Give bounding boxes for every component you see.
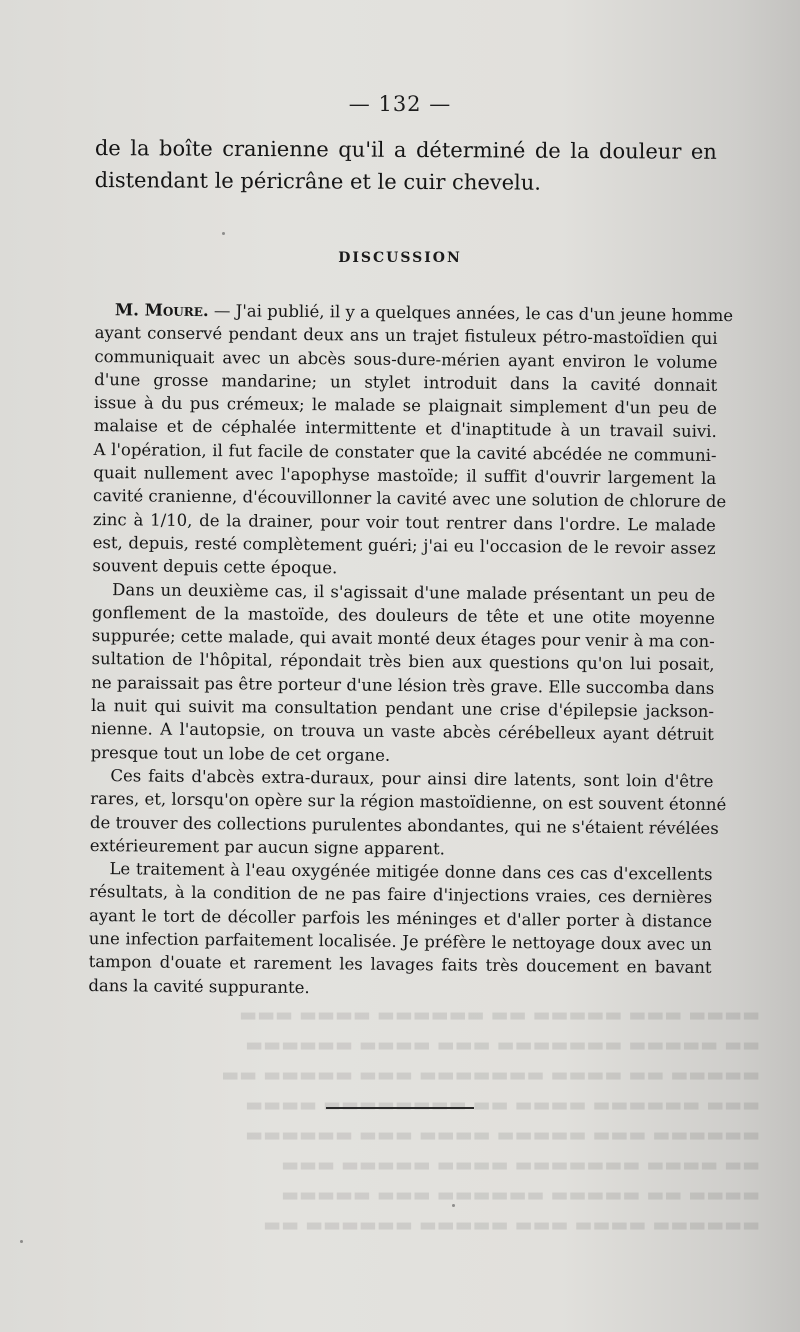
show-through-texture: ▬▬▬▬ ▬▬▬ ▬▬▬▬▬ ▬▬ ▬▬▬▬▬▬ ▬▬▬▬ ▬▬▬ ▬▬ ▬▬▬▬▬ ▬▬▬▬▬▬▬ ▬▬▬ ▬▬▬▬ ▬▬▬▬▬▬ ▬▬▬▬▬ ▬▬ ▬▬▬▬ ▬▬▬▬▬▬▬ ▬▬▬ ▬▬▬▬▬ ▬▬ ▬▬▬ ▬▬▬▬▬▬ ▬▬▬▬ ▬▬ ▬▬▬▬▬▬▬▬ ▬▬▬▬ ▬▬▬▬▬▬ ▬▬▬ ▬▬▬▬▬ ▬▬▬▬ ▬▬▬ ▬▬▬▬▬▬ ▬▬ ▬▬▬▬ ▬▬▬▬▬▬▬ ▬▬▬▬ ▬▬▬▬▬ ▬▬▬ ▬▬▬▬ ▬▬ ▬▬▬▬▬ ▬▬▬▬▬▬ ▬▬▬ ▬▬▬▬▬ ▬▬▬▬▬▬ ▬▬▬▬ ▬▬▬ ▬▬▬▬▬ ▬▬▬▬▬▬ ▬▬ xyxy=(221,1004,760,1236)
paragraph-line: est, depuis, resté complètement guéri; j'ai eu l'occasion de le revoir assez xyxy=(92,532,716,558)
paragraph-line: la nuit qui suivit ma consultation pendant une crise d'épilepsie jackson- xyxy=(90,696,715,722)
paragraph-line: nienne. A l'autopsie, on trouva un vaste abcès cérébelleux ayant détruit xyxy=(90,719,714,745)
page-number: — 132 — xyxy=(348,92,452,116)
paragraph xyxy=(91,578,716,770)
paragraph-line: zinc à 1/10, de la drainer, pour voir tout rentrer dans l'ordre. Le malade xyxy=(92,509,716,535)
paragraph-line: quait nullement avec l'apophyse mastoïde; il suffit d'ouvrir largement la xyxy=(93,463,717,489)
paragraph-line: une infection parfaitement localisée. Je préfère le nettoyage doux avec un xyxy=(88,928,712,954)
paper-speck xyxy=(20,1240,23,1243)
end-rule xyxy=(326,1107,474,1109)
paragraph-line: suppurée; cette malade, qui avait monté deux étages pour venir à ma con- xyxy=(91,626,715,652)
paragraph-line: malaise et de céphalée intermittente et d'inaptitude à un travail suivi. xyxy=(93,416,717,442)
paragraph-line: extérieurement par aucun signe apparent. xyxy=(89,835,446,859)
paragraph-line: ne paraissait pas être porteur d'une lésion très grave. Elle succomba dans xyxy=(91,672,715,698)
paragraph-line: Le traitement à l'eau oxygénée mitigée donne dans ces cas d'excellents xyxy=(109,859,713,885)
lead-line: de la boîte cranienne qu'il a déterminé de la douleur en xyxy=(94,135,717,164)
paragraph xyxy=(92,298,734,584)
paragraph-line: ayant le tort de décoller parfois les méninges et d'aller porter à distance xyxy=(88,905,713,931)
lead-paragraph xyxy=(95,132,717,200)
paragraph-line: A l'opération, il fut facile de constater que la cavité abcédée ne communi- xyxy=(93,439,717,465)
paragraph-line: Ces faits d'abcès extra-duraux, pour ainsi dire latents, sont loin d'être xyxy=(110,766,714,791)
paragraph-line: dans la cavité suppurante. xyxy=(88,975,310,997)
section-heading: DISCUSSION xyxy=(338,250,462,266)
paragraph-line: ayant conservé pendant deux ans un trajet fistuleux pétro-mastoïdien qui xyxy=(94,323,718,349)
paragraph-line: M. Moure. — J'ai publié, il y a quelques années, le cas d'un jeune homme xyxy=(114,300,734,326)
paragraph-line: d'une grosse mandarine; un stylet introduit dans la cavité donnait xyxy=(94,369,718,395)
paragraph-line: Dans un deuxième cas, il s'agissait d'une malade présentant un peu de xyxy=(112,579,716,605)
paragraph-line: communiquait avec un abcès sous-dure-mérien ayant environ le volume xyxy=(94,346,718,372)
paragraph xyxy=(89,764,727,863)
paragraph-line: cavité cranienne, d'écouvillonner la cavité avec une solution de chlorure de xyxy=(93,486,727,512)
paragraph-line: tampon d'ouate et rarement les lavages faits très doucement en bavant xyxy=(88,952,712,978)
lead-line: distendant le péricrâne et le cuir chevelu. xyxy=(94,167,542,195)
paper-speck xyxy=(452,1204,455,1207)
paragraph-line: sultation de l'hôpital, répondait très bien aux questions qu'on lui posait, xyxy=(91,649,715,675)
paragraph-line: résultats, à la condition de ne pas faire d'injections vraies, ces dernières xyxy=(89,882,713,908)
paragraph-line: souvent depuis cette époque. xyxy=(92,556,338,578)
paragraph-line: de trouver des collections purulentes abondantes, qui ne s'étaient révélées xyxy=(89,812,719,838)
paper-speck xyxy=(222,232,225,235)
paragraph-line: presque tout un lobe de cet organe. xyxy=(90,742,391,765)
discussion-body xyxy=(88,298,734,1003)
paragraph-line: issue à du pus crémeux; le malade se plaignait simplement d'un peu de xyxy=(93,393,718,419)
paragraph xyxy=(88,857,712,1003)
paragraph-line: gonflement de la mastoïde, des douleurs de tête et une otite moyenne xyxy=(91,602,716,628)
paragraph-line: rares, et, lorsqu'on opère sur la région mastoïdienne, on est souvent étonné xyxy=(90,789,727,815)
speaker-name: M. Moure. xyxy=(114,300,209,321)
